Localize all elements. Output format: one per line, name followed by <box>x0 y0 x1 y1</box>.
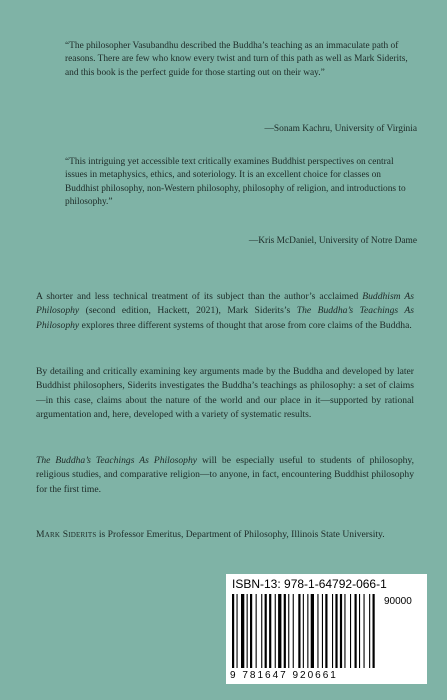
barcode-bar <box>350 594 351 668</box>
barcode-bar <box>340 594 342 668</box>
text-run: will be especially useful to students of philosophy, religious studies, and comparative religion—to anyone, in fact, encountering Buddhist philosophy for the first time. <box>36 455 414 495</box>
book-title: Buddhism As Philosophy <box>36 291 414 317</box>
barcode-bar <box>269 594 271 668</box>
barcode-bar <box>355 594 357 668</box>
barcode-bar <box>332 594 333 668</box>
description-paragraph-3 <box>36 454 414 497</box>
barcode-bar <box>265 594 267 668</box>
barcode-bar <box>275 594 276 668</box>
barcode-bar <box>298 594 300 668</box>
barcode-bar <box>241 594 244 668</box>
barcode-bar <box>369 594 370 668</box>
text-run: explores three different systems of thought that arose from core claims of the Buddha. <box>79 319 412 331</box>
text-run: A shorter and less technical treatment of its subject than the author’s acclaimed <box>36 291 363 302</box>
barcode-bar <box>284 594 286 668</box>
barcode-digits: 9 781647 920661 <box>230 670 338 681</box>
quote-attribution-1: —Sonam Kachru, University of Virginia <box>264 124 417 134</box>
barcode-bar <box>373 594 375 668</box>
barcode-bar <box>317 594 318 668</box>
author-name: Mark Siderits <box>36 529 97 540</box>
isbn-barcode <box>226 574 427 684</box>
text-run: (second edition, Hackett, 2021), Mark Siderits’s <box>79 305 297 317</box>
bio-text: is Professor Emeritus, Department of Philosophy, Illinois State University. <box>96 529 385 540</box>
barcode-bar <box>247 594 248 668</box>
endorsement-quote-2 <box>65 156 417 210</box>
barcode-bar <box>237 594 238 668</box>
description-paragraph-1 <box>36 290 414 333</box>
description-paragraph-2: By detailing and critically examining key arguments made by the Buddha and developed by later Buddhist philosophers, Siderits investigates the Buddha’s teachings as philosophy: a set of claims—in this case, claims about the nature of the world and our place in it—supported by rational argumentation and, here, developed with a variety of systematic results. <box>36 366 414 421</box>
barcode-bar <box>261 594 262 668</box>
barcode-bar <box>307 594 308 668</box>
barcode-bar <box>325 594 327 668</box>
isbn-label: ISBN-13: 978-1-64792-066-1 <box>232 577 387 591</box>
book-title: The Buddha’s Teachings As Philosophy <box>36 305 414 331</box>
barcode-bar <box>322 594 323 668</box>
barcode-bar <box>359 594 360 668</box>
barcode-bar <box>303 594 304 668</box>
barcode-bar <box>293 594 294 668</box>
barcode-bars <box>230 594 380 670</box>
barcode-bar <box>344 594 345 668</box>
barcode-bar <box>232 594 234 668</box>
barcode-bar <box>364 594 365 668</box>
barcode-bar <box>278 594 281 668</box>
book-title: The Buddha’s Teachings As Philosophy <box>36 455 198 466</box>
barcode-bar <box>256 594 257 668</box>
author-bio <box>36 528 414 542</box>
barcode-bar <box>335 594 337 668</box>
barcode-bar <box>288 594 289 668</box>
quote-attribution-2: —Kris McDaniel, University of Notre Dame <box>248 236 417 246</box>
barcode-bar <box>311 594 314 668</box>
quote-text: “This intriguing yet accessible text critically examines Buddhist perspectives on central issues in metaphysics, ethics, and soteriology. It is an excellent choice for classes on Buddhist philosophy, non-Western philosophy, philosophy of religion, and introductions to philosophy.” <box>65 157 406 208</box>
barcode-bar <box>250 594 252 668</box>
quote-text: “The philosopher Vasubandhu described the Buddha’s teaching as an immaculate path of reasons. There are few who know every twist and turn of this path as well as Mark Siderits, and this book is the perfect guide for those starting out on their way.” <box>65 41 408 78</box>
endorsement-quote-1 <box>65 40 417 80</box>
price-code: 90000 <box>384 596 412 607</box>
